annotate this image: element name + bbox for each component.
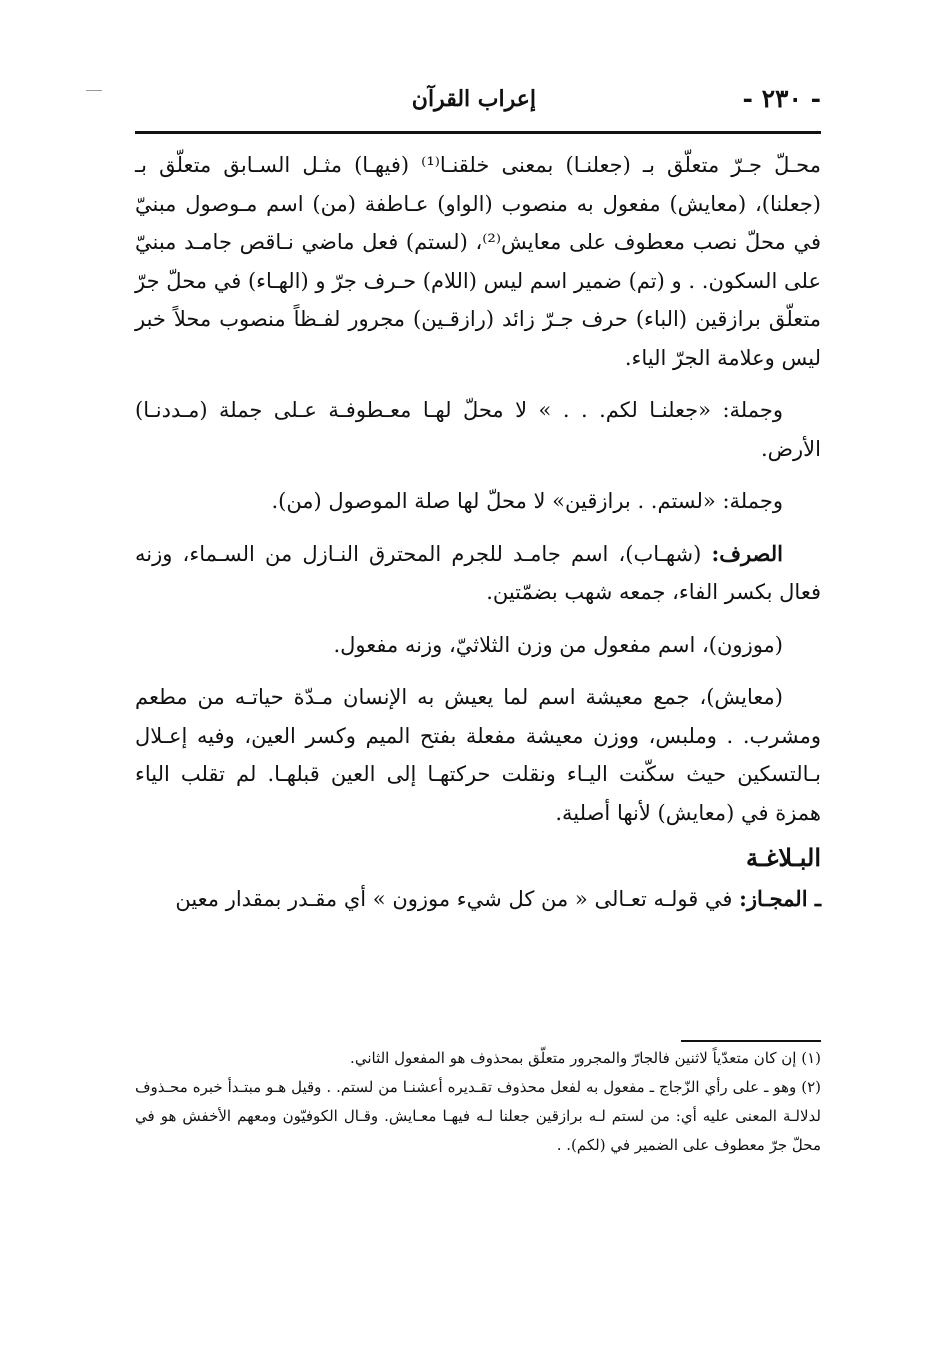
page-header (135, 84, 821, 124)
margin-mark (86, 90, 102, 91)
page-number: - ٢٣٠ - (742, 84, 821, 113)
footnote-rule (681, 1040, 821, 1042)
main-text (135, 146, 821, 919)
paragraph-sarf (135, 535, 821, 612)
header-rule (135, 131, 821, 134)
paragraph-mawzun: (موزون)، اسم مفعول من وزن الثلاثيّ، وزنه مفعول. (333, 632, 783, 657)
paragraph-maayish: (معايش)، جمع معيشة اسم لما يعيش به الإنسان مـدّة حياتـه من مطعم ومشرب. . وملبس، ووزن معيشة مفعلة بفتح الميم وكسر العين، وفيه إعـلال بـالتسكين حيث سكّنت اليـاء ونقلت حركتهـا إلى العين قبلهـا. لم تقلب الياء همزة في (معايش) لأنها أصلية. (135, 685, 821, 825)
majaz-text: في قولـه تعـالى « من كل شيء موزون » أي مقـدر بمقدار معين (175, 887, 740, 911)
paragraph-sentence-2: وجملة: «لستم. . برازقين» لا محلّ لها صلة الموصول (من). (271, 489, 783, 513)
running-title: إعراب القرآن (411, 86, 536, 112)
paragraph-majaz (135, 880, 821, 919)
majaz-label: ـ المجـاز: (739, 886, 821, 911)
paragraph-sentence-1: وجملة: «جعلنـا لكم. . . » لا محلّ لهـا معـطوفـة عـلى جملة (مـددنـا) الأرض. (135, 398, 821, 461)
footnote-1: (١) إن كان متعدّياً لاثنين فالجارّ والمجرور متعلّق بمحذوف هو المفعول الثاني. (350, 1049, 821, 1067)
balagha-heading: البـلاغـة (745, 843, 821, 872)
paragraph-irab: محـلّ جـرّ متعلّق بـ (جعلنـا) بمعنى خلقنـا⁽¹⁾ (فيهـا) مثـل السـابق متعلّق بـ (جعلنا)، (معايش) مفعول به منصوب (الواو) عـاطفة (من) اسم مـوصول مبنيّ في محلّ نصب معطوف على معايش⁽²⁾، (لستم) فعل ماضي نـاقص جامـد مبنيّ على السكون. . و (تم) ضمير اسم ليس (اللام) حـرف جرّ و (الهـاء) في محلّ جرّ متعلّق برازقين (الباء) حرف جـرّ زائد (رازقـين) مجرور لفـظاً منصوب محلاً خبر ليس وعلامة الجرّ الياء. (135, 153, 822, 370)
footnote-2: (٢) وهو ـ على رأي الزّجاج ـ مفعول به لفعل محذوف تقـديره أعشنـا من لستم. . وقيل هـو مبتـدأ خبره محـذوف لدلالـة المعنى عليه أي: من لستم لـه برازقين جعلنا لـه فيهـا معـايش. وقـال الكوفيّون ومعهم الأخفش هو في محلّ جرّ معطوف على الضمير في (لكم). . (135, 1078, 821, 1154)
sarf-label: الصرف: (711, 540, 783, 566)
footnotes (135, 1044, 821, 1160)
sarf-text: (شهـاب)، اسم جامـد للجرم المحترق النـازل من السـماء، وزنه فعال بكسر الفاء، جمعه شهب بضمّتين. (135, 541, 821, 604)
